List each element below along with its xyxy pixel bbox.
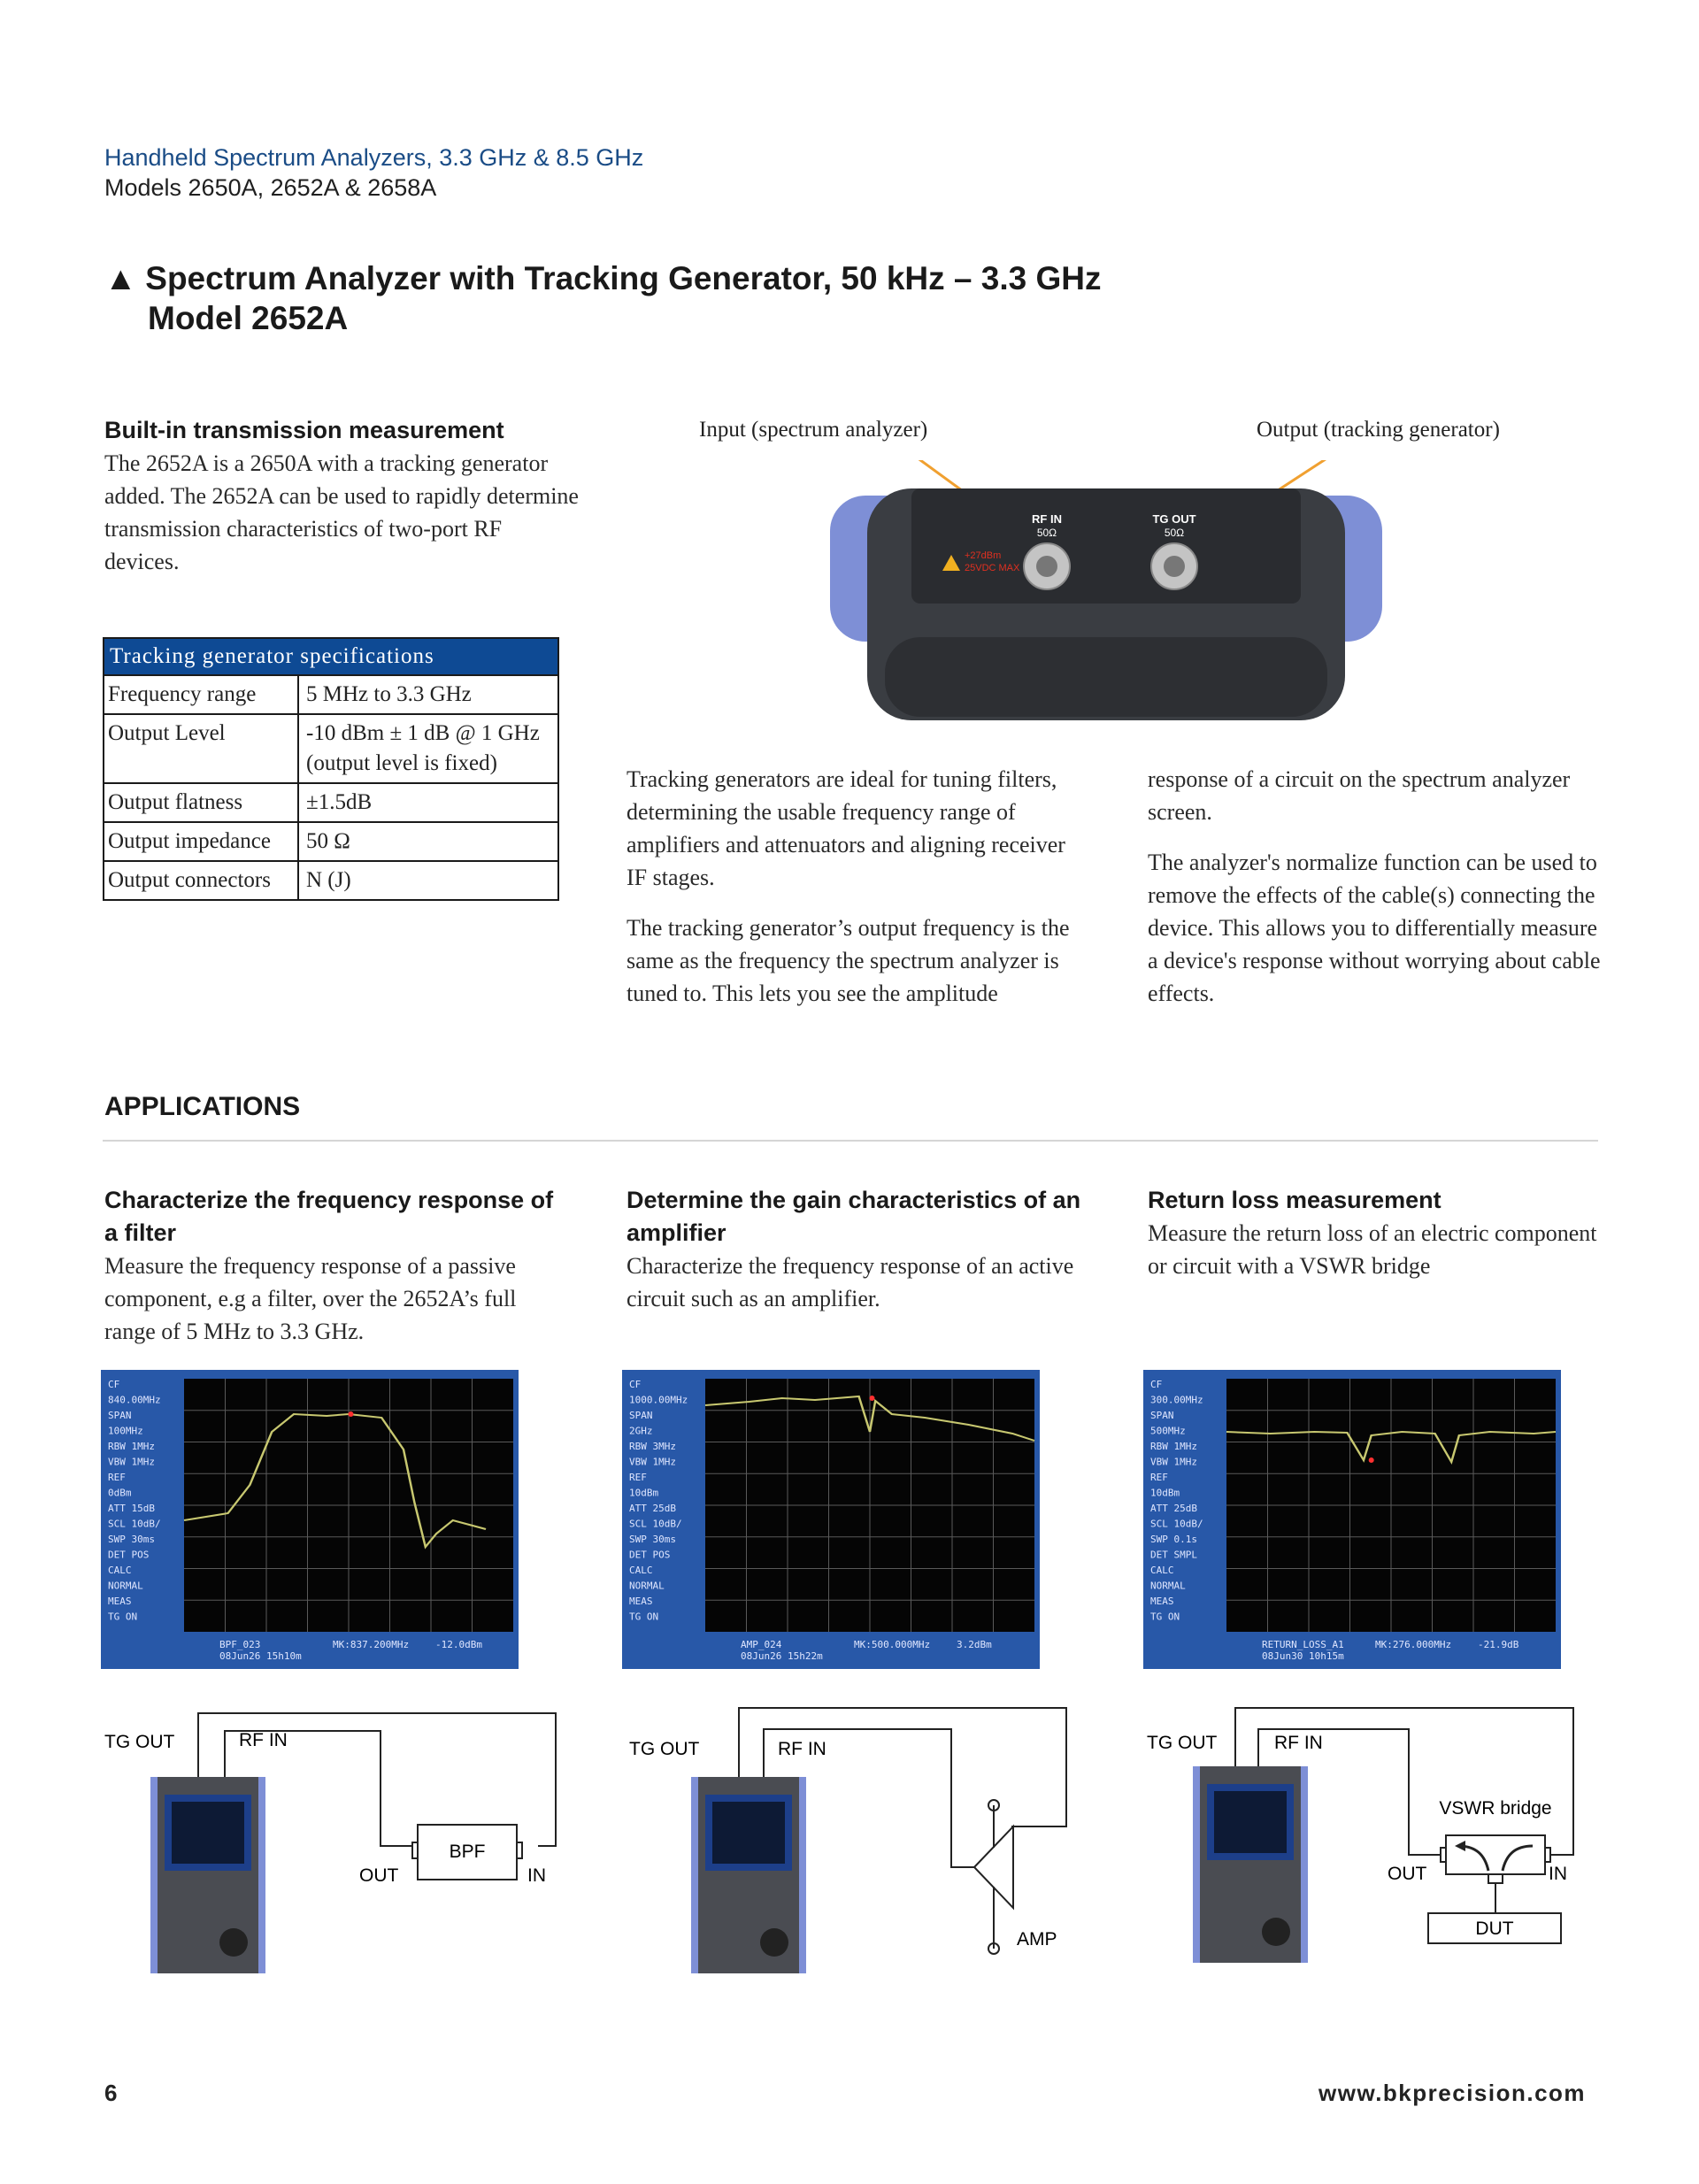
connection-diagram-return-loss bbox=[1143, 1690, 1621, 1973]
rf-in-connector-inner bbox=[1036, 556, 1057, 577]
page-title-line1: Spectrum Analyzer with Tracking Generator, 50 kHz – 3.3 GHz bbox=[145, 260, 1102, 296]
screen-date: 08Jun26 15h10m bbox=[219, 1650, 302, 1662]
spec-table bbox=[103, 637, 559, 901]
screen-menu-item: REF bbox=[629, 1472, 647, 1483]
screen-menu-item: ATT 25dB bbox=[629, 1503, 676, 1514]
screen-menu-item: NORMAL bbox=[108, 1580, 143, 1592]
screen-date: 08Jun30 10h15m bbox=[1262, 1650, 1344, 1662]
website-url[interactable]: www.bkprecision.com bbox=[1318, 2080, 1587, 2106]
header-models: Models 2650A, 2652A & 2658A bbox=[104, 174, 437, 201]
application-return-loss bbox=[1148, 1184, 1608, 1282]
screen-date: 08Jun26 15h22m bbox=[741, 1650, 823, 1662]
spec-value: 50 Ω bbox=[306, 829, 350, 853]
rf-in-label: RF IN bbox=[239, 1730, 288, 1750]
screen-file-name: RETURN_LOSS_A1 bbox=[1262, 1639, 1344, 1650]
analyzer-screen-amplifier bbox=[622, 1370, 1040, 1669]
screen-menu-item: MEAS bbox=[108, 1596, 132, 1607]
application-title: Return loss measurement bbox=[1148, 1187, 1441, 1213]
intro-heading: Built-in transmission measurement bbox=[104, 417, 504, 443]
rf-in-impedance: 50Ω bbox=[1036, 527, 1057, 539]
photo-label-input: Input (spectrum analyzer) bbox=[699, 418, 928, 442]
paragraph: The analyzer's normalize function can be used to remove the effects of the cable(s) connecting the device. This allows you to differentially measure a device's response without worrying about cable effects. bbox=[1148, 850, 1601, 1006]
triangle-icon: ▲ bbox=[104, 260, 137, 296]
screen-marker-freq: MK:500.000MHz bbox=[854, 1639, 931, 1650]
tg-out-label: TG OUT bbox=[104, 1732, 175, 1752]
trace-plot bbox=[184, 1379, 513, 1632]
trace-plot bbox=[705, 1379, 1034, 1632]
screen-menu-item: REF bbox=[1150, 1472, 1168, 1483]
spec-key: Output impedance bbox=[104, 823, 299, 860]
divider bbox=[103, 1140, 1598, 1142]
body-column-3 bbox=[1148, 763, 1608, 1027]
warning-text-2: 25VDC MAX bbox=[965, 563, 1020, 573]
marker-dot bbox=[1369, 1457, 1374, 1463]
spec-key: Output flatness bbox=[104, 784, 299, 821]
analyzer-screen-filter bbox=[101, 1370, 519, 1669]
spec-value: N (J) bbox=[306, 868, 351, 892]
out-label: OUT bbox=[1388, 1864, 1427, 1884]
photo-label-output: Output (tracking generator) bbox=[1257, 418, 1500, 442]
spec-value: -10 dBm ± 1 dB @ 1 GHz (output level is fixed) bbox=[306, 721, 540, 775]
screen-menu-item: SWP 30ms bbox=[108, 1534, 155, 1545]
in-label: IN bbox=[1549, 1864, 1567, 1884]
screen-menu-item: RBW 1MHz bbox=[108, 1441, 155, 1452]
table-row bbox=[104, 860, 557, 899]
screen-menu-item: 0dBm bbox=[108, 1487, 132, 1499]
screen-menu-item: 100MHz bbox=[108, 1425, 143, 1437]
screen-menu-item: VBW 1MHz bbox=[1150, 1456, 1197, 1468]
screen-menu-item: CALC bbox=[1150, 1565, 1174, 1576]
screen-menu-item: 840.00MHz bbox=[108, 1394, 161, 1406]
paragraph: The tracking generator’s output frequency is the same as the frequency the spectrum analyzer is tuned to. This lets you see the amplitude bbox=[627, 915, 1070, 1006]
screen-menu-item: SWP 0.1s bbox=[1150, 1534, 1197, 1545]
screen-menu-item: ATT 25dB bbox=[1150, 1503, 1197, 1514]
screen-menu-item: CF bbox=[629, 1379, 642, 1390]
screen-menu-item: SPAN bbox=[629, 1410, 653, 1421]
spec-value: ±1.5dB bbox=[306, 790, 373, 814]
tg-out-label: TG OUT bbox=[1152, 512, 1196, 526]
screen-menu-item: NORMAL bbox=[1150, 1580, 1186, 1592]
screen-menu-item: SPAN bbox=[1150, 1410, 1174, 1421]
tg-out-label: TG OUT bbox=[629, 1739, 700, 1759]
screen-file-name: BPF_023 bbox=[219, 1639, 261, 1650]
body-column-2 bbox=[627, 763, 1087, 1027]
rf-in-label: RF IN bbox=[1274, 1733, 1323, 1753]
page-title-line2: Model 2652A bbox=[148, 300, 349, 336]
screen-marker-level: -21.9dB bbox=[1478, 1639, 1519, 1650]
screen-marker-freq: MK:276.000MHz bbox=[1375, 1639, 1452, 1650]
connection-diagram-amplifier bbox=[622, 1690, 1100, 1973]
screen-menu-item: CF bbox=[108, 1379, 120, 1390]
screen-menu-item: 300.00MHz bbox=[1150, 1394, 1203, 1406]
application-title: Characterize the frequency response of a filter bbox=[104, 1187, 554, 1246]
handheld-analyzer bbox=[691, 1777, 806, 1973]
rf-in-label: RF IN bbox=[1032, 512, 1062, 526]
page-number: 6 bbox=[104, 2080, 118, 2106]
screen-menu-item: DET POS bbox=[108, 1549, 150, 1561]
dut-label: DUT bbox=[1475, 1919, 1514, 1939]
table-row bbox=[104, 821, 557, 860]
screen-menu-item: 10dBm bbox=[629, 1487, 659, 1499]
screen-menu-item: VBW 1MHz bbox=[108, 1456, 155, 1468]
spec-value: 5 MHz to 3.3 GHz bbox=[306, 682, 472, 706]
screen-menu-item: ATT 15dB bbox=[108, 1503, 155, 1514]
application-text: Measure the frequency response of a passive component, e.g a filter, over the 2652A’s full range of 5 MHz to 3.3 GHz. bbox=[104, 1253, 517, 1344]
screen-menu-item: REF bbox=[108, 1472, 126, 1483]
screen-menu-item: MEAS bbox=[629, 1596, 653, 1607]
screen-menu-item: TG ON bbox=[108, 1611, 138, 1623]
table-row bbox=[104, 674, 557, 713]
spec-key: Output connectors bbox=[104, 862, 299, 899]
handheld-analyzer bbox=[150, 1777, 265, 1973]
screen-menu-item: 10dBm bbox=[1150, 1487, 1180, 1499]
intro-section bbox=[104, 414, 582, 578]
in-label: IN bbox=[527, 1865, 546, 1886]
tg-out-impedance: 50Ω bbox=[1164, 527, 1185, 539]
rf-in-label: RF IN bbox=[778, 1739, 826, 1759]
screen-marker-level: 3.2dBm bbox=[957, 1639, 992, 1650]
trace-plot bbox=[1226, 1379, 1556, 1632]
screen-marker-freq: MK:837.200MHz bbox=[333, 1639, 410, 1650]
device-base bbox=[885, 637, 1327, 717]
table-row bbox=[104, 713, 557, 782]
screen-menu-item: DET POS bbox=[629, 1549, 671, 1561]
screen-menu-item: CF bbox=[1150, 1379, 1163, 1390]
screen-menu-item: 1000.00MHz bbox=[629, 1394, 688, 1406]
applications-heading: APPLICATIONS bbox=[104, 1092, 301, 1121]
connection-diagram-filter bbox=[101, 1690, 579, 1973]
spec-key: Frequency range bbox=[104, 676, 299, 713]
vswr-bridge-box bbox=[1446, 1835, 1545, 1874]
screen-menu-item: VBW 1MHz bbox=[629, 1456, 676, 1468]
screen-file-name: AMP_024 bbox=[741, 1639, 782, 1650]
warning-text-1: +27dBm bbox=[965, 550, 1002, 561]
handheld-analyzer bbox=[1193, 1766, 1308, 1963]
application-text: Measure the return loss of an electric component or circuit with a VSWR bridge bbox=[1148, 1220, 1597, 1279]
screen-menu-item: SCL 10dB/ bbox=[108, 1518, 161, 1530]
marker-dot bbox=[869, 1396, 874, 1401]
spec-table-caption: Tracking generator specifications bbox=[104, 639, 557, 674]
tg-out-label: TG OUT bbox=[1147, 1733, 1218, 1753]
screen-menu-item: RBW 1MHz bbox=[1150, 1441, 1197, 1452]
out-label: OUT bbox=[359, 1865, 399, 1886]
screen-menu-item: MEAS bbox=[1150, 1596, 1174, 1607]
screen-menu-item: SCL 10dB/ bbox=[1150, 1518, 1203, 1530]
application-text: Characterize the frequency response of an active circuit such as an amplifier. bbox=[627, 1253, 1074, 1311]
screen-menu-item: TG ON bbox=[1150, 1611, 1180, 1623]
screen-menu-item: TG ON bbox=[629, 1611, 659, 1623]
bpf-label: BPF bbox=[449, 1842, 486, 1862]
header-series-title: Handheld Spectrum Analyzers, 3.3 GHz & 8.5 GHz bbox=[104, 144, 644, 171]
tg-out-connector-inner bbox=[1164, 556, 1185, 577]
intro-text: The 2652A is a 2650A with a tracking generator added. The 2652A can be used to rapidly determine transmission characteristics of two-port RF devices. bbox=[104, 450, 579, 574]
table-row bbox=[104, 782, 557, 821]
screen-menu-item: 2GHz bbox=[629, 1425, 653, 1437]
screen-menu-item: SWP 30ms bbox=[629, 1534, 676, 1545]
paragraph: response of a circuit on the spectrum analyzer screen. bbox=[1148, 766, 1571, 825]
application-filter bbox=[104, 1184, 565, 1348]
port-panel bbox=[911, 488, 1301, 604]
application-amplifier bbox=[627, 1184, 1087, 1315]
marker-dot bbox=[348, 1411, 353, 1417]
device-top-photo bbox=[819, 460, 1668, 743]
vswr-bridge-label: VSWR bridge bbox=[1439, 1798, 1552, 1819]
screen-menu-item: RBW 3MHz bbox=[629, 1441, 676, 1452]
screen-menu-item: 500MHz bbox=[1150, 1425, 1186, 1437]
page-title bbox=[104, 258, 1102, 338]
screen-menu-item: NORMAL bbox=[629, 1580, 665, 1592]
amp-label: AMP bbox=[1017, 1929, 1057, 1949]
spec-key: Output Level bbox=[104, 715, 299, 782]
screen-menu-item: SPAN bbox=[108, 1410, 132, 1421]
screen-menu-item: SCL 10dB/ bbox=[629, 1518, 682, 1530]
screen-menu-item: CALC bbox=[629, 1565, 653, 1576]
paragraph: Tracking generators are ideal for tuning filters, determining the usable frequency range of amplifiers and attenuators and aligning receiver IF stages. bbox=[627, 766, 1065, 890]
analyzer-screen-return-loss bbox=[1143, 1370, 1561, 1669]
screen-menu-item: DET SMPL bbox=[1150, 1549, 1197, 1561]
screen-marker-level: -12.0dBm bbox=[435, 1639, 482, 1650]
screen-menu-item: CALC bbox=[108, 1565, 132, 1576]
application-title: Determine the gain characteristics of an amplifier bbox=[627, 1187, 1081, 1246]
